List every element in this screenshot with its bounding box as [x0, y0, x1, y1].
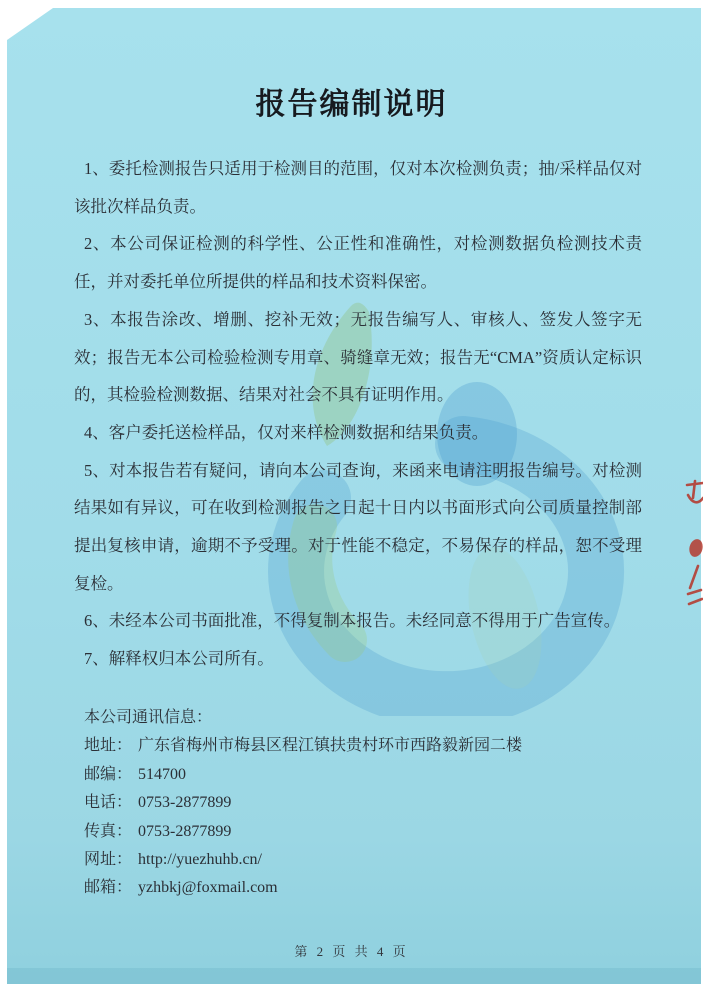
contact-value-fax: 0753-2877899 [138, 822, 232, 840]
contact-value-phone: 0753-2877899 [138, 794, 232, 812]
contact-row-phone [84, 789, 644, 817]
contact-label-fax: 传真： [84, 822, 133, 840]
contact-label-website: 网址： [84, 851, 133, 869]
report-note-item-7: 7、解释权归本公司所有。 [84, 649, 274, 669]
contact-info-block [84, 704, 644, 903]
contact-value-website: http://yuezhuhb.cn/ [138, 851, 262, 869]
report-note-item-1: 1、委托检测报告只适用于检测目的范围，仅对本次检测负责；抽/采样品仅对该批次样品负责。 [74, 159, 642, 216]
report-note-item-2: 2、本公司保证检测的科学性、公正性和准确性，对检测数据负检测技术责任，并对委托单位所提供的样品和技术资料保密。 [74, 234, 642, 292]
contact-row-address [84, 732, 644, 760]
report-note-item-4: 4、客户委托送检样品，仅对来样检测数据和结果负责。 [84, 422, 489, 442]
report-notes [74, 150, 642, 678]
report-note-item-3: 3、本报告涂改、增删、挖补无效；无报告编写人、审核人、签发人签字无效；报告无本公司检验检测专用章、骑缝章无效；报告无“CMA”资质认定标识的，其检验检测数据、结果对社会不具有证明作用。 [74, 309, 642, 405]
report-note-item-5: 5、对本报告若有疑问，请向本公司查询，来函来电请注明报告编号。对检测结果如有异议，可在收到检测报告之日起十日内以书面形式向公司质量控制部提出复核申请，逾期不予受理。对于性能不稳定，不易保存的样品，恕不受理复检。 [74, 460, 642, 593]
contact-row-fax [84, 818, 644, 846]
page-title: 报告编制说明 [255, 87, 448, 122]
contact-value-postcode: 514700 [138, 765, 187, 783]
contact-row-postcode [84, 761, 644, 789]
report-note-item-6: 6、未经本公司书面批准，不得复制本报告。未经同意不得用于广告宣传。 [84, 611, 621, 631]
contact-label-address: 地址： [84, 737, 133, 755]
contact-label-email: 邮箱： [84, 879, 133, 897]
page-number: 第 2 页 共 4 页 [294, 944, 409, 959]
contact-row-website [84, 846, 644, 874]
contact-row-email [84, 874, 644, 902]
contact-label-phone: 电话： [84, 794, 133, 812]
contact-value-address: 广东省梅州市梅县区程江镇扶贵村环市西路毅新园二楼 [138, 737, 523, 755]
contact-value-email: yzhbkj@foxmail.com [138, 879, 278, 897]
contact-heading: 本公司通讯信息： [84, 709, 213, 726]
contact-label-postcode: 邮编： [84, 765, 133, 783]
